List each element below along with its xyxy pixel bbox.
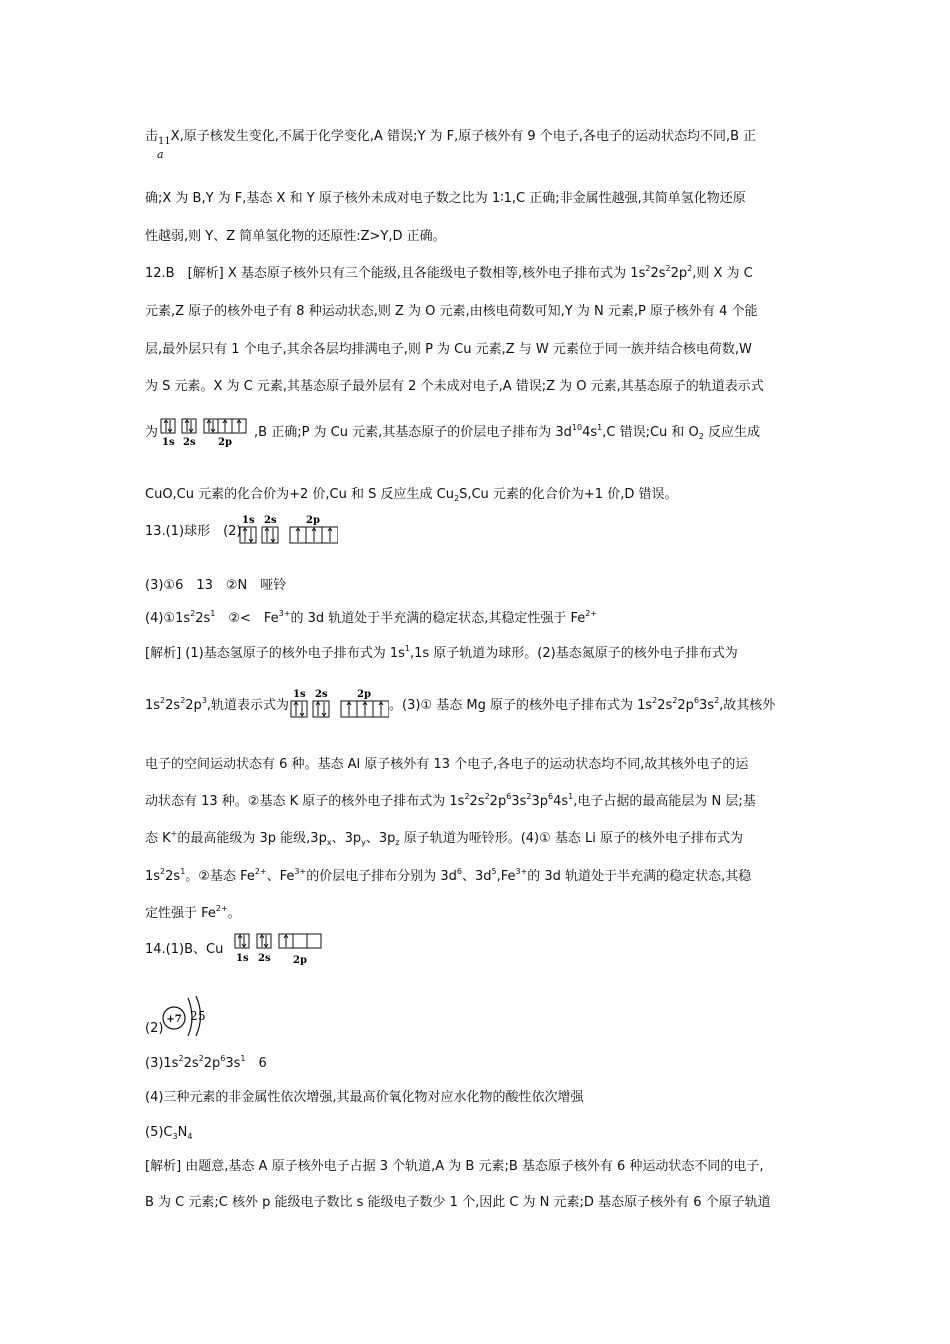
text-line-10: 13.(1)球形 (2) 1s 2s 2p [145, 514, 338, 550]
nucleus-charge: +7 [166, 1014, 182, 1025]
orbital-label-2p: 2p [357, 689, 371, 700]
text-line-18: $1s^22s^1$。②基态 $Fe^{2+}$、$Fe^{3+}$的价层电子排布分别为 $3d^6$、$3d^5,Fe^{3+}$的 3d 轨道处于半充满的稳定状态,其稳 [145, 867, 752, 884]
text-line-16: 动状态有 13 种。②基态 K 原子的核外电子排布式为 $1s^22s^22p^63s^23p^64s^1$,电子占据的最高能层为 N 层;基 [145, 792, 756, 809]
orbital-label-1s: 1s [293, 689, 306, 700]
text-line-25: [解析] 由题意,基态 A 原子核外电子占据 3 个轨道,A 为 B 元素;B 基态原子核外有 6 种运动状态不同的电子, [145, 1159, 764, 1174]
orbital-label-1s: 1s [241, 515, 255, 526]
text-line-22: $(3)1s^22s^22p^63s^1$ 6 [145, 1054, 267, 1071]
text-line-3: 性越弱,则 Y、Z 简单氢化物的还原性:Z>Y,D 正确。 [145, 229, 446, 244]
orbital-label-2p: 2p [305, 515, 320, 526]
text-line-17: 态 K+的最高能级为 3p 能级$,3p_x$、$3p_y$、$3p_z$ 原子轨道为哑铃形。(4)① 基态 Li 原子的核外电子排布式为 [145, 829, 744, 847]
orbital-label-1s: 1s [162, 437, 175, 448]
orbital-diagram-oxygen [160, 418, 252, 448]
text-line-9: CuO,Cu 元素的化合价为+2 价,Cu 和 S 反应生成 $Cu_2S,Cu$ 元素的化合价为+1 价,D 错误。 [145, 487, 678, 503]
orbital-diagram-nitrogen-1 [238, 514, 338, 546]
text-line-20: 14.(1)B、Cu 1s 2s 2p [145, 932, 325, 968]
text-line-11: (3)①6 13 ②N 哑铃 [145, 578, 287, 593]
text-line-8: 为 1s 2s 2p ,B 正确;P 为 Cu 元素,其基态原子的价层电子排布为 $3d^{10}4s^1,C$ 错误;Cu 和 $O_2$ 反应生成 [145, 418, 760, 448]
text-line-1: 击$_{11}$X,原子核发生变化,不属于化学变化,A 错误;Y 为 F,原子核外有 9 个电子,各电子的运动状态均不同,B 正 [145, 129, 757, 147]
orbital-label-2p: 2p [293, 955, 308, 966]
orbital-label-2s: 2s [315, 689, 328, 700]
orbital-diagram-nitrogen-2 [289, 688, 389, 720]
text-line-2: 确;X 为 B,Y 为 F,基态 X 和 Y 原子核外未成对电子数之比为 1∶1,C 正确;非金属性越强,其简单氢化物还原 [145, 191, 746, 206]
orbital-label-1s: 1s [236, 953, 249, 964]
text-line-5: 元素,Z 原子的核外电子有 8 种运动状态,则 Z 为 O 元素,由核电荷数可知,Y 为 N 元素,P 原子核外有 4 个能 [145, 304, 758, 319]
text-line-4: 12.B [解析] X 基态原子核外只有三个能级,且各能级电子数相等,核外电子排布式为 $1s^22s^22p^2$,则 X 为 C [145, 264, 753, 281]
text-line-6: 层,最外层只有 1 个电子,其余各层均排满电子,则 P 为 Cu 元素,Z 与 W 元素位于同一族并结合核电荷数,W [145, 342, 752, 357]
text-line-23: (4)三种元素的非金属性依次增强,其最高价氧化物对应水化物的酸性依次增强 [145, 1090, 584, 1105]
italic-a-label: a [157, 148, 164, 161]
orbital-diagram-boron [233, 932, 325, 966]
atom-structure-diagram [160, 990, 220, 1044]
shell-1-electrons: 2 [190, 1009, 198, 1023]
text-line-7: 为 S 元素。X 为 C 元素,其基态原子最外层有 2 个未成对电子,A 错误;Z 为 O 元素,其基态原子的轨道表示式 [145, 379, 764, 394]
text-line-21: (2) [145, 1021, 164, 1036]
orbital-label-2s: 2s [183, 437, 196, 448]
text-line-13: [解析] (1)基态氢原子的核外电子排布式为 $1s^1,1s$ 原子轨道为球形。(2)基态氮原子的核外电子排布式为 [145, 644, 738, 661]
text-line-26: B 为 C 元素;C 核外 p 能级电子数比 s 能级电子数少 1 个,因此 C 为 N 元素;D 基态原子核外有 6 个原子轨道 [145, 1195, 771, 1210]
shell-2-electrons: 5 [198, 1009, 206, 1023]
orbital-label-2s: 2s [258, 953, 271, 964]
text-line-19: 定性强于 $Fe^{2+}$。 [145, 904, 241, 921]
orbital-label-2p: 2p [218, 437, 232, 448]
text-line-14: $1s^22s^22p^3$,轨道表示式为 1s 2s 2p 。(3)① 基态 Mg 原子的核外电子排布式为 $1s^22s^22p^63s^2$,故其核外 [145, 688, 775, 724]
orbital-label-2s: 2s [263, 515, 277, 526]
text-line-12: $(4)①1s^22s^1$ ②< $Fe^{3+}$的 3d 轨道处于半充满的稳定状态,其稳定性强于 $Fe^{2+}$ [145, 609, 598, 626]
text-line-15: 电子的空间运动状态有 6 种。基态 Al 原子核外有 13 个电子,各电子的运动状态均不同,故其核外电子的运 [145, 757, 749, 772]
text-line-24: $(5)C_3N_4$ [145, 1125, 193, 1141]
